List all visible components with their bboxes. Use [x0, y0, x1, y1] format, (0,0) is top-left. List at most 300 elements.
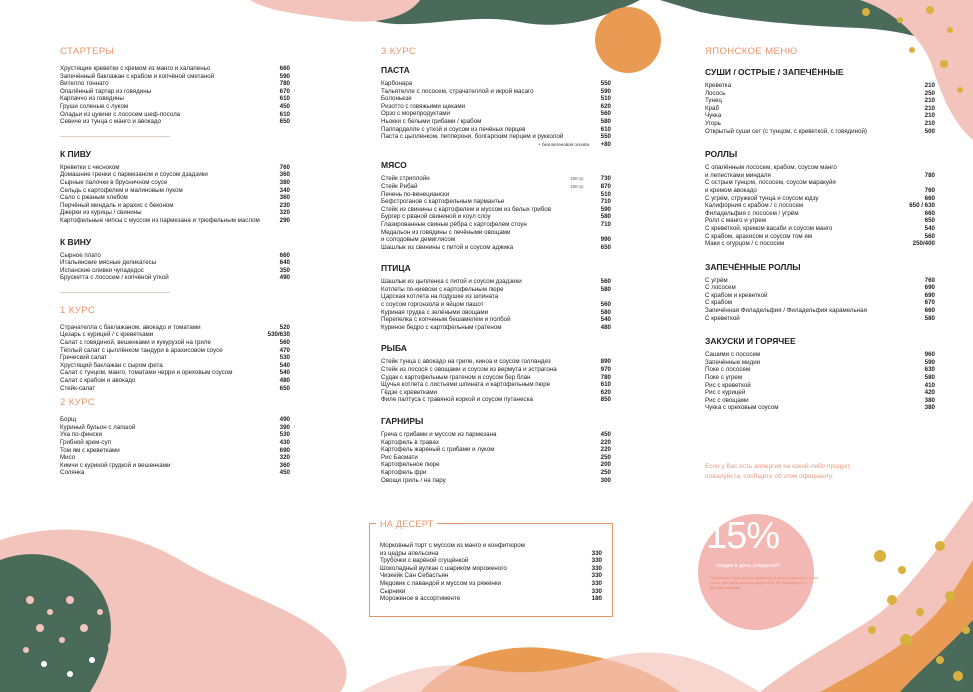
- menu-item-name: Хрустящие креветки с кремом из манго и халапеньо: [60, 65, 211, 72]
- menu-item-price: 480: [600, 323, 611, 331]
- menu-item-price: 330: [591, 587, 602, 595]
- menu-item-name: Морковный торт с муссом из манго и конфитюром: [380, 542, 525, 549]
- menu-item-price: 590: [600, 87, 611, 95]
- list-starters: [60, 65, 290, 126]
- menu-item: [380, 595, 602, 603]
- menu-item-price: 530: [279, 354, 290, 362]
- menu-item-price: 540: [924, 224, 935, 232]
- menu-item-price: 610: [279, 95, 290, 103]
- menu-item: [705, 128, 935, 136]
- menu-item: [60, 259, 290, 267]
- menu-item-name: С крабом, арахисом и соусом том ям: [705, 232, 813, 240]
- menu-item-name: с соусом горгонзола и яйцом пашот: [381, 301, 484, 309]
- menu-item-name: Орзо с морепродуктами: [381, 110, 450, 118]
- menu-item-name: Вителло тоннато: [60, 80, 109, 88]
- menu-item-name: Царская котлета на подушке из шпината: [381, 293, 499, 301]
- menu-item: [705, 105, 935, 113]
- menu-item-name: С угрём, стружкой тунца и соусом юдзу: [705, 194, 819, 202]
- menu-item: [705, 277, 935, 285]
- menu-item-price: 320: [279, 454, 290, 462]
- menu-item: [705, 292, 935, 300]
- menu-item-name: Овощи гриль / на пару: [381, 476, 446, 484]
- menu-item: [60, 347, 290, 355]
- menu-item-price: 640: [279, 259, 290, 267]
- menu-item-name: С угрём: [705, 276, 728, 284]
- list-beer: [60, 164, 290, 225]
- menu-item-price: 490: [279, 416, 290, 424]
- menu-item: [705, 374, 935, 382]
- menu-item: [705, 307, 935, 315]
- menu-item: [60, 65, 290, 73]
- menu-item-price: 780: [279, 80, 290, 88]
- menu-item: [381, 95, 611, 103]
- menu-item: [60, 73, 290, 81]
- menu-item-price: 660: [924, 194, 935, 202]
- menu-item: [60, 462, 290, 470]
- menu-item: [381, 309, 611, 317]
- menu-item: [705, 315, 935, 323]
- menu-item-price: 480: [279, 377, 290, 385]
- list-rolls: [705, 164, 935, 248]
- menu-item-price: 220: [600, 438, 611, 446]
- menu-item-price: 760: [924, 276, 935, 284]
- promo-subtitle: скидка в день рождения*: [716, 563, 780, 569]
- menu-item-price: 510: [600, 95, 611, 103]
- menu-item-name: Салат с тунцом, манго, томатами черри и ореховым соусом: [60, 369, 233, 377]
- menu-item-price: 580: [600, 213, 611, 221]
- menu-item-name: Медовик с лавандой и муссом из ряженки: [380, 579, 502, 587]
- menu-item-name: Греча с грибами и муссом из пармезана: [381, 431, 497, 438]
- menu-item-name: Шашлык из цыпленка с питой и соусом дзадзики: [381, 278, 522, 286]
- menu-item: [705, 82, 935, 90]
- menu-item: [705, 366, 935, 374]
- menu-item-price: 220: [600, 446, 611, 454]
- menu-item: [381, 206, 611, 214]
- menu-item-name: Сырники: [380, 587, 406, 595]
- menu-item-name: Болоньезе: [381, 95, 412, 103]
- list-sides: [381, 431, 611, 484]
- menu-item-name: Шоколадный вулкан с шариком мороженого: [380, 564, 507, 572]
- menu-item-name: Карпаччо из говядины: [60, 95, 124, 103]
- menu-item-name: Гёдзе с креветками: [381, 388, 438, 396]
- menu-item: [60, 95, 290, 103]
- menu-item-price: 330: [591, 564, 602, 572]
- menu-item-name: Сельдь с картофелем и малиновым луком: [60, 186, 183, 194]
- menu-item: [381, 126, 611, 134]
- menu-item-price: 590: [279, 72, 290, 80]
- menu-item-price: [913, 179, 935, 187]
- menu-item-price: 490: [279, 274, 290, 282]
- menu-item-name: С опалённым лососем, крабом, соусом манго: [705, 164, 837, 172]
- menu-item: [705, 351, 935, 359]
- menu-item-name: Бургер с рваной свининой и коул слоу: [381, 213, 491, 221]
- menu-item: [381, 389, 611, 397]
- menu-item-price: 560: [924, 232, 935, 240]
- section-title-poultry: ПТИЦА: [381, 263, 411, 274]
- menu-item: [381, 213, 611, 221]
- menu-item-name: Котлеты по-киевски с картофельным пюре: [381, 285, 504, 293]
- menu-item: [60, 103, 290, 111]
- menu-item: [60, 447, 290, 455]
- menu-item-name: Рис с креветкой: [705, 381, 751, 389]
- list-sushi: [705, 82, 935, 135]
- menu-item-name: Хрустящий баклажан с сыром фета: [60, 361, 163, 369]
- menu-item-price: 420: [924, 389, 935, 397]
- menu-item-price: 580: [600, 117, 611, 125]
- menu-item-name: Поке с угрем: [705, 374, 743, 382]
- menu-item-price: 540: [279, 369, 290, 377]
- menu-item: [381, 366, 611, 374]
- section-title-snacks: ЗАКУСКИ И ГОРЯЧЕЕ: [705, 336, 796, 347]
- menu-item-price: 650 / 630: [909, 202, 935, 210]
- menu-item: [60, 354, 290, 362]
- menu-item-price: 850: [600, 396, 611, 404]
- menu-item: [705, 382, 935, 390]
- menu-item: [381, 374, 611, 382]
- menu-item-name: Картофельные чипсы с муссом из пармезана и трюфельным маслом: [60, 216, 260, 224]
- menu-item-name: Брускетта с лососем / копчёной уткой: [60, 274, 169, 282]
- menu-item-name: Филадельфия с лососем / угрём: [705, 209, 799, 217]
- menu-item-price: 580: [924, 374, 935, 382]
- menu-item-price: 670: [924, 299, 935, 307]
- menu-item-price: 780: [924, 171, 935, 179]
- menu-item: [60, 339, 290, 347]
- menu-item-name: Куриная грудка с зелёными овощами: [381, 308, 489, 316]
- menu-item: [381, 103, 611, 111]
- menu-item: [705, 97, 935, 105]
- menu-item: [705, 195, 935, 203]
- section-title-rolls: РОЛЛЫ: [705, 149, 738, 160]
- menu-item-price: 470: [279, 346, 290, 354]
- menu-item-name: Картофельное пюре: [381, 461, 440, 469]
- list-fish: [381, 358, 611, 404]
- menu-item-price: 230: [279, 201, 290, 209]
- menu-item: [60, 385, 290, 393]
- menu-item: [381, 469, 611, 477]
- menu-item-name: Солянка: [60, 469, 85, 477]
- menu-item-price: 350: [279, 266, 290, 274]
- menu-item-price: 380: [924, 396, 935, 404]
- menu-item: [60, 424, 290, 432]
- menu-item-price: 360: [279, 194, 290, 202]
- menu-item: [60, 171, 290, 179]
- menu-item: [705, 404, 935, 412]
- menu-item-price: 250: [924, 89, 935, 97]
- menu-item-name: Грибной крем-суп: [60, 439, 111, 446]
- menu-item-price: 330: [591, 549, 602, 557]
- menu-item-name: Паста с цыпленком, пепперони, болгарским перцем и рукколой: [381, 133, 564, 141]
- menu-item-name: Опалённый тартар из говядины: [60, 87, 152, 95]
- menu-item-price: 890: [600, 358, 611, 366]
- menu-item-price: 210: [924, 82, 935, 89]
- menu-item-name: Стейк из лосося с овощами и соусом из вермута и эстрагона: [381, 366, 557, 374]
- menu-item-price: 330: [591, 579, 602, 587]
- menu-item-name: Запечённые мидии: [705, 358, 761, 366]
- menu-item-price: 340: [279, 186, 290, 194]
- menu-item: [381, 461, 611, 469]
- menu-item-name: Щучья котлета с листьями шпината и картофельным пюре: [381, 381, 551, 389]
- menu-item: [60, 324, 290, 332]
- menu-item: [705, 164, 935, 172]
- menu-item-name: Чукка: [705, 112, 722, 120]
- menu-item: [381, 118, 611, 126]
- menu-item-weight: 100 гр: [570, 183, 583, 189]
- menu-item-price: 380: [924, 404, 935, 412]
- menu-item-price: 560: [600, 110, 611, 118]
- section-title-sushi: СУШИ / ОСТРЫЕ / ЗАПЕЧЁННЫЕ: [705, 67, 844, 77]
- menu-item-price: 540: [279, 361, 290, 369]
- dessert-box: [369, 523, 613, 617]
- menu-item-name: Картофель в травах: [381, 438, 439, 446]
- menu-item-name: Судак с картофельным гратеном и соусом бер блан: [381, 373, 531, 381]
- menu-item-name: Рис с курицей: [705, 389, 746, 397]
- menu-item: [381, 439, 611, 447]
- menu-item: [381, 477, 611, 485]
- menu-item: [60, 439, 290, 447]
- menu-item-price: 690: [924, 284, 935, 292]
- menu-item-name: С крабом: [705, 299, 733, 307]
- menu-item-name: С креветкой: [705, 314, 740, 322]
- menu-item-name: Мороженое в ассортименте: [380, 595, 461, 603]
- menu-item-name: Рис с овощами: [705, 396, 749, 404]
- menu-item-price: 990: [600, 236, 611, 244]
- menu-item-name: Кимчи с куриной грудкой и вешенками: [60, 461, 171, 469]
- menu-item-price: 650: [279, 384, 290, 392]
- menu-item: [381, 316, 611, 324]
- menu-item-price: 500: [924, 127, 935, 135]
- menu-item-name: Трубочки с варёной сгущёнкой: [380, 557, 469, 565]
- section-title-meat: МЯСО: [381, 160, 407, 171]
- menu-item: [60, 362, 290, 370]
- menu-item-name: Стейк стриплойн: [381, 175, 430, 183]
- menu-item-name: Шашлык из свинины с питой и соусом аджика: [381, 243, 514, 251]
- menu-item-price: 760: [924, 186, 935, 194]
- menu-item: [60, 274, 290, 282]
- menu-item-price: 630: [924, 366, 935, 374]
- menu-item-price: 520: [279, 323, 290, 331]
- menu-item-price: 620: [600, 102, 611, 110]
- menu-item-name: и солодовым демиглясом: [381, 236, 456, 244]
- menu-item: [60, 80, 290, 88]
- menu-item-price: 580: [600, 308, 611, 316]
- menu-item-name: Бефстроганов с картофельным пармантье: [381, 198, 505, 206]
- menu-item-price: [589, 293, 611, 301]
- menu-item-price: 210: [924, 104, 935, 112]
- menu-item: [381, 278, 611, 286]
- divider: [60, 136, 170, 137]
- promo-percent: 15%: [706, 515, 780, 557]
- menu-item-name: Филе палтуса с травяной коркой и соусом путанеска: [381, 396, 533, 404]
- menu-item: [381, 324, 611, 332]
- menu-item-price: 210: [924, 119, 935, 127]
- menu-item-price: 360: [279, 461, 290, 469]
- menu-item-name: Стейк из свинины с картофелем и муссом из белых грибов: [381, 205, 552, 213]
- menu-item-name: Страчателла с баклажаном, авокадо и томатами: [60, 323, 201, 331]
- menu-item: [705, 397, 935, 405]
- menu-item-name: Том ям с креветками: [60, 446, 120, 454]
- menu-item: [60, 454, 290, 462]
- menu-item-price: 550: [600, 80, 611, 87]
- menu-item-name: Запечённый баклажан с крабом и копчёной сметаной: [60, 72, 215, 80]
- menu-item-name: Джерки из курицы / свинины: [60, 209, 142, 217]
- menu-item: [60, 217, 290, 225]
- menu-item: [60, 267, 290, 275]
- menu-item-name: Ризотто с говяжьими щеками: [381, 102, 466, 110]
- menu-item: [60, 416, 290, 424]
- menu-item-price: 710: [600, 220, 611, 228]
- menu-item: [705, 225, 935, 233]
- menu-item: [380, 550, 602, 558]
- menu-item-name: Груши соленые с луком: [60, 102, 129, 110]
- menu-item-name: Открытый суши сет (с тунцом, с креветкой, с говядиной): [705, 127, 867, 135]
- menu-item: [381, 80, 611, 88]
- menu-item-name: Карбонара: [381, 80, 413, 87]
- menu-item-price: [580, 542, 602, 550]
- list-wine: [60, 252, 290, 282]
- menu-item-name: Печень по-венециански: [381, 190, 450, 198]
- menu-item-price: 180: [591, 595, 602, 603]
- menu-item: [705, 389, 935, 397]
- menu-item: [705, 120, 935, 128]
- menu-item: [381, 236, 611, 244]
- allergy-note: Если у Вас есть аллергия на какой-либо продукт, пожалуйста, сообщите об этом официанту.: [705, 463, 852, 480]
- menu-item: [381, 301, 611, 309]
- menu-item-price: 450: [600, 431, 611, 438]
- menu-item-price: 200: [600, 461, 611, 469]
- menu-item-name: Сашими с лососем: [705, 351, 761, 359]
- menu-item: [60, 431, 290, 439]
- menu-item: [380, 565, 602, 573]
- menu-item-name: Испанские оливки чупадедос: [60, 266, 144, 274]
- menu-item-weight: 100 гр: [570, 176, 583, 182]
- menu-item-name: Тунец: [705, 97, 722, 105]
- menu-item-name: Запечённая Филадельфия / Филадельфия карамельная: [705, 307, 867, 315]
- menu-item-price: 870: [600, 182, 611, 190]
- menu-item-name: Стейк тунца с авокадо на гриле, киноа и соусом голландез: [381, 358, 551, 366]
- menu-item-price: 590: [924, 358, 935, 366]
- menu-item: [705, 179, 935, 187]
- menu-item-price: [589, 229, 611, 237]
- menu-item-price: 610: [600, 381, 611, 389]
- menu-item-name: Чукка с ореховым соусом: [705, 404, 779, 412]
- column-middle: [381, 46, 611, 484]
- menu-item-name: Оладьи из цукини с лососем шеф-посола: [60, 110, 181, 118]
- menu-item: [60, 164, 290, 172]
- menu-item-name: Чизкейк Сан Себастьян: [380, 572, 449, 580]
- menu-item-price: 660: [279, 251, 290, 259]
- menu-item-price: 550: [600, 133, 611, 141]
- menu-item: [380, 557, 602, 565]
- menu-item-name: Маки с огурцом / с лососем: [705, 240, 785, 248]
- menu-item: [381, 175, 611, 183]
- menu-item: [705, 284, 935, 292]
- menu-item-price: 710: [600, 198, 611, 206]
- menu-item-name: Сало с ржаным хлебом: [60, 194, 128, 202]
- menu-item-name: из цедры апельсина: [380, 549, 439, 557]
- menu-item: [60, 369, 290, 377]
- menu-item: [381, 221, 611, 229]
- menu-item: [381, 431, 611, 439]
- menu-item-name: Итальянские мясные деликатесы: [60, 259, 157, 267]
- menu-item: [705, 217, 935, 225]
- menu-item-price: 300: [600, 476, 611, 484]
- list-baked-rolls: [705, 277, 935, 323]
- list-snacks: [705, 351, 935, 412]
- menu-item: [60, 179, 290, 187]
- menu-item-price: 760: [279, 163, 290, 171]
- menu-item: [60, 469, 290, 477]
- menu-item: [705, 210, 935, 218]
- menu-item: [705, 359, 935, 367]
- menu-item-price: 510: [600, 190, 611, 198]
- menu-item: [60, 377, 290, 385]
- menu-item: [60, 111, 290, 119]
- menu-item-price: 610: [279, 110, 290, 118]
- menu-item-price: 330: [591, 572, 602, 580]
- menu-item: [381, 110, 611, 118]
- menu-item-price: 530/630: [267, 331, 290, 339]
- menu-item: [60, 209, 290, 217]
- menu-item: [705, 90, 935, 98]
- menu-item: [381, 286, 611, 294]
- menu-item-price: 560: [279, 339, 290, 347]
- menu-item: [60, 194, 290, 202]
- menu-item-price: 250: [600, 453, 611, 461]
- menu-item-name: Тальятелле с лососем, страчателлой и икрой масаго: [381, 87, 534, 95]
- menu-item-price: 610: [600, 125, 611, 133]
- menu-item-name: Стейк Рибай: [381, 182, 418, 190]
- pasta-note: + безглютеновая основа +80: [538, 140, 611, 148]
- section-title-pasta: ПАСТА: [381, 65, 410, 75]
- promo-fine-print: * Действует 3 дня до дня рождения, в день рождения и 3 дня после при предъявлении документа. Не суммируется с другими акциями.: [710, 576, 818, 590]
- menu-item: [60, 118, 290, 126]
- menu-item-price: 430: [279, 439, 290, 446]
- column-left: [60, 46, 290, 477]
- menu-item: [381, 183, 611, 191]
- menu-item-name: и лепестками миндаля: [705, 171, 771, 179]
- menu-item-name: Мисо: [60, 454, 76, 462]
- menu-item-price: 290: [279, 216, 290, 224]
- menu-item-name: Ролл с манго и угрем: [705, 217, 766, 225]
- section-title-fish: РЫБА: [381, 343, 407, 354]
- menu-item: [381, 454, 611, 462]
- menu-item: [381, 88, 611, 96]
- section-title-course2: 2 КУРС: [60, 397, 96, 409]
- menu-item-name: С креветкой, кремом васаби и соусом манго: [705, 224, 833, 232]
- menu-item: [705, 233, 935, 241]
- section-title-course1: 1 КУРС: [60, 304, 96, 316]
- list-meat: [381, 175, 611, 251]
- section-title-wine: К ВИНУ: [60, 236, 92, 247]
- menu-item-price: 650: [924, 217, 935, 225]
- section-title-starters: СТАРТЕРЫ: [60, 46, 115, 57]
- menu-item-price: 560: [600, 301, 611, 309]
- menu-item: [381, 229, 611, 237]
- menu-item-name: и кремом авокадо: [705, 186, 757, 194]
- menu-item: [381, 133, 611, 141]
- menu-item-price: 210: [924, 97, 935, 105]
- menu-item: [60, 88, 290, 96]
- menu-item-price: 410: [924, 381, 935, 389]
- menu-item: [381, 293, 611, 301]
- menu-item-name: Перчёный миндаль и арахис с беконом: [60, 201, 174, 209]
- menu-item-name: Лосось: [705, 89, 726, 97]
- list-course2: [60, 416, 290, 477]
- menu-item-name: Ньокки с белыми грибами / крабом: [381, 117, 482, 125]
- menu-item-name: Цезарь с курицей / с креветками: [60, 331, 154, 339]
- menu-item: [705, 187, 935, 195]
- menu-item-price: 650: [279, 118, 290, 126]
